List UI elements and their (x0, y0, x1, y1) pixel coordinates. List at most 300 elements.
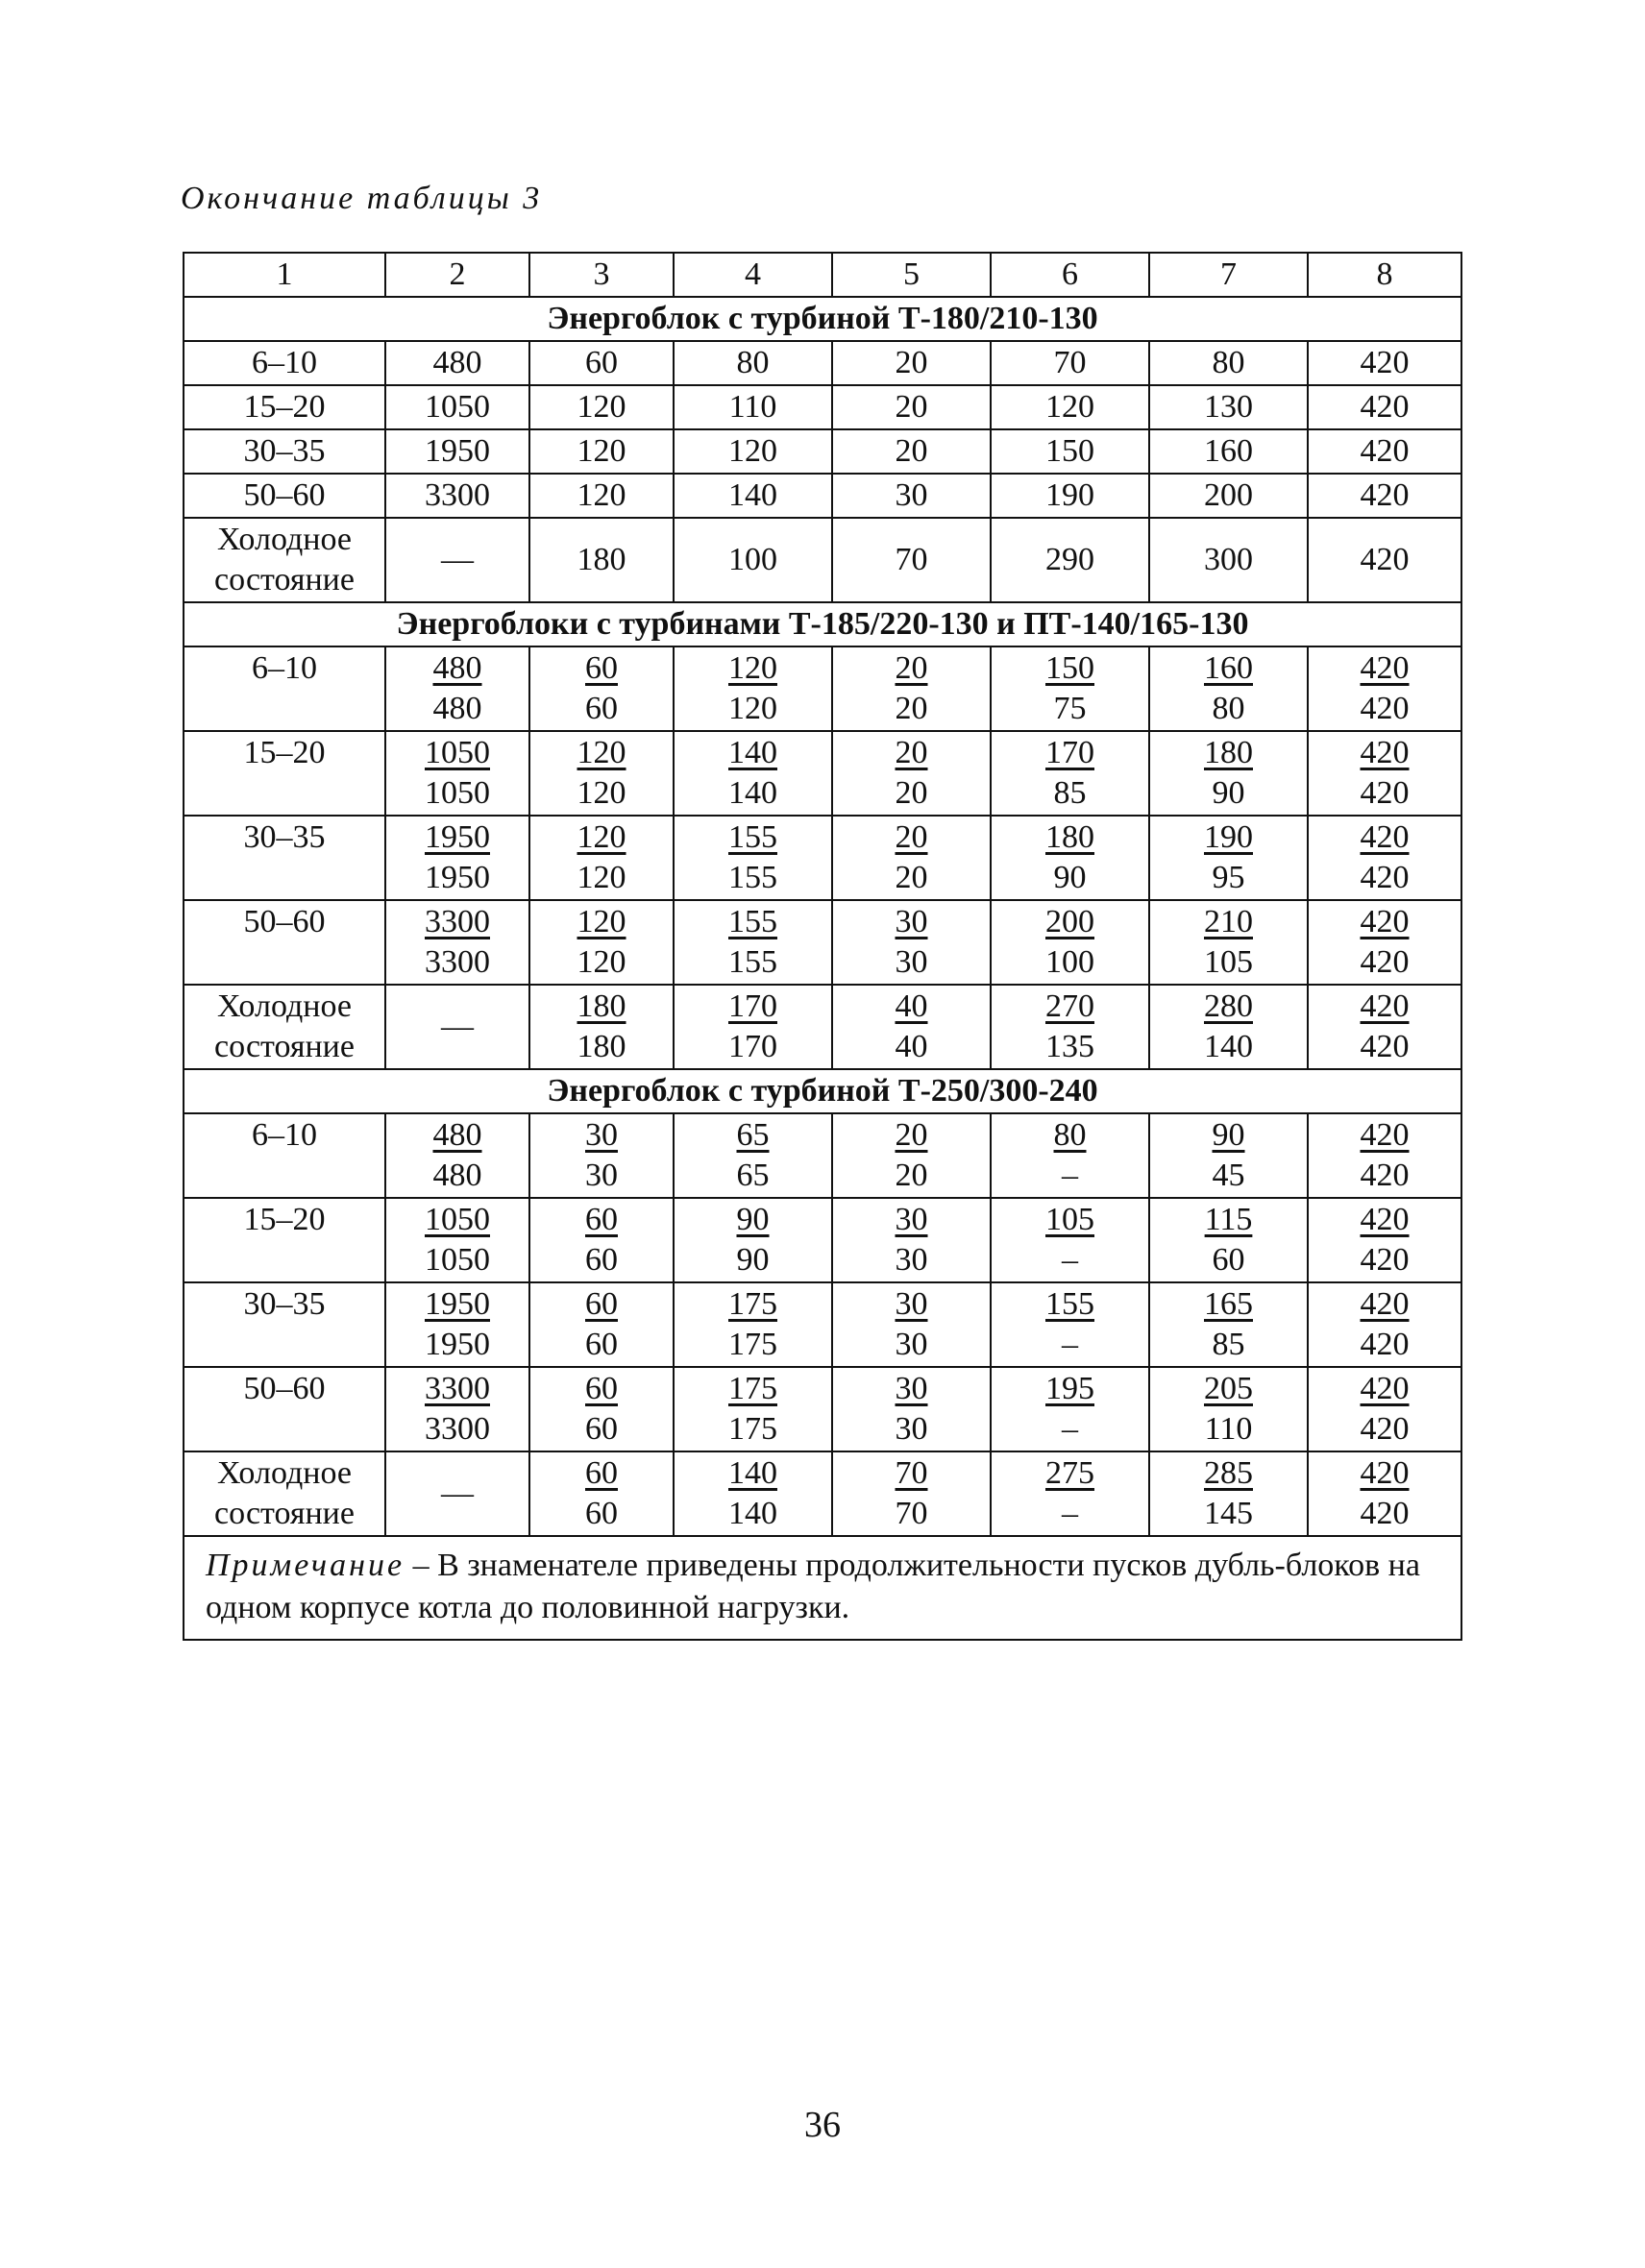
fraction-value (425, 817, 490, 898)
table-cell (1308, 1451, 1461, 1536)
section-row (184, 297, 1461, 341)
table-cell: 420 (1308, 429, 1461, 474)
numerator: 155 (1045, 1286, 1094, 1322)
numerator: 420 (1360, 735, 1410, 770)
table-cell (991, 1367, 1149, 1451)
numerator: 20 (895, 735, 928, 770)
table-cell (991, 1282, 1149, 1367)
numerator: 20 (895, 819, 928, 855)
numerator: 105 (1045, 1202, 1094, 1237)
table-cell (674, 1113, 832, 1198)
fraction-value (728, 1453, 777, 1534)
note-cell (184, 1536, 1461, 1640)
numerator: 60 (585, 1202, 618, 1237)
fraction-value (425, 733, 490, 814)
numerator: 180 (1045, 819, 1094, 855)
numerator: 20 (895, 650, 928, 686)
table-cell (674, 1198, 832, 1282)
denominator: 120 (728, 691, 777, 726)
table-cell (529, 1113, 674, 1198)
fraction-value (1045, 648, 1094, 729)
numerator: 420 (1360, 1455, 1410, 1491)
denominator: – (1062, 1496, 1078, 1531)
numerator: 60 (585, 1286, 618, 1322)
denominator: 480 (432, 691, 482, 726)
denominator: 20 (895, 860, 928, 895)
denominator: 110 (1204, 1411, 1253, 1447)
column-header: 8 (1308, 253, 1461, 297)
fraction-value (1204, 733, 1253, 814)
denominator: 60 (585, 1411, 618, 1447)
denominator: 145 (1204, 1496, 1253, 1531)
denominator: 95 (1212, 860, 1245, 895)
row-label: 30–35 (184, 429, 385, 474)
fraction-value (896, 817, 928, 898)
denominator: 60 (585, 691, 618, 726)
table-cell (529, 900, 674, 985)
denominator: 65 (736, 1158, 770, 1193)
denominator: 420 (1360, 691, 1410, 726)
denominator: 30 (895, 1327, 928, 1362)
denominator: 420 (1360, 1496, 1410, 1531)
table-row (184, 1367, 1461, 1451)
fraction-value (577, 733, 626, 814)
table-cell: 120 (529, 385, 674, 429)
fraction-value (1361, 1200, 1410, 1280)
fraction-value (585, 648, 618, 729)
table-cell (529, 731, 674, 816)
fraction-value (728, 987, 777, 1067)
numerator: 120 (728, 650, 777, 686)
table-row (184, 816, 1461, 900)
table-cell: 300 (1149, 518, 1308, 602)
table-cell (674, 731, 832, 816)
fraction-value (1045, 1284, 1094, 1365)
numerator: 275 (1045, 1455, 1094, 1491)
fraction-value (728, 1284, 777, 1365)
table-cell (529, 1198, 674, 1282)
numerator: 155 (728, 904, 777, 939)
table-cell (674, 900, 832, 985)
denominator: 175 (728, 1327, 777, 1362)
table-cell: 190 (991, 474, 1149, 518)
numerator: 175 (728, 1286, 777, 1322)
row-label: 6–10 (184, 1113, 385, 1198)
table-cell: 120 (529, 429, 674, 474)
table-cell: 120 (991, 385, 1149, 429)
table-cell (991, 816, 1149, 900)
table-cell (832, 1198, 991, 1282)
numerator: 140 (728, 735, 777, 770)
fraction-value (1204, 987, 1253, 1067)
denominator: 420 (1360, 1029, 1410, 1064)
fraction-value (1045, 817, 1094, 898)
table-cell (832, 731, 991, 816)
fraction-value (433, 1115, 482, 1196)
table-cell: 480 (385, 341, 529, 385)
numerator: 270 (1045, 988, 1094, 1024)
table-row (184, 474, 1461, 518)
table-cell: 80 (674, 341, 832, 385)
denominator: 20 (895, 775, 928, 811)
numerator: 280 (1204, 988, 1253, 1024)
fraction-value (1204, 817, 1253, 898)
denominator: 60 (585, 1496, 618, 1531)
numerator: 155 (728, 819, 777, 855)
fraction-value (425, 902, 490, 983)
numerator: 120 (577, 735, 626, 770)
table-cell: 20 (832, 429, 991, 474)
table-row (184, 900, 1461, 985)
fraction-value (737, 1200, 770, 1280)
numerator: 420 (1360, 1371, 1410, 1406)
numerator: 480 (432, 1117, 482, 1153)
table-cell (1149, 900, 1308, 985)
table-row (184, 646, 1461, 731)
fraction-value (728, 1369, 777, 1450)
fraction-value (1045, 987, 1094, 1067)
table-cell (832, 1451, 991, 1536)
table-cell (385, 1113, 529, 1198)
table-cell (1149, 1451, 1308, 1536)
denominator: 420 (1360, 1158, 1410, 1193)
table-cell: 200 (1149, 474, 1308, 518)
denominator: 1950 (425, 860, 490, 895)
denominator: 120 (577, 860, 626, 895)
fraction-value (728, 648, 777, 729)
denominator: 420 (1360, 860, 1410, 895)
table-cell (991, 985, 1149, 1069)
table-cell (991, 1198, 1149, 1282)
denominator: 3300 (425, 944, 490, 980)
table-cell (529, 646, 674, 731)
denominator: 60 (1212, 1242, 1245, 1278)
numerator: 420 (1360, 650, 1410, 686)
column-header: 2 (385, 253, 529, 297)
section-row (184, 602, 1461, 646)
table-cell (385, 900, 529, 985)
fraction-value (896, 1284, 928, 1365)
table-cell (1149, 646, 1308, 731)
denominator: 100 (1045, 944, 1094, 980)
table-cell (385, 1367, 529, 1451)
denominator: 155 (728, 860, 777, 895)
numerator: 420 (1360, 988, 1410, 1024)
table-row (184, 1451, 1461, 1536)
denominator: 140 (1204, 1029, 1253, 1064)
row-label: 15–20 (184, 385, 385, 429)
fraction-value (728, 733, 777, 814)
row-label: Холодное состояние (184, 985, 385, 1069)
numerator: 80 (1053, 1117, 1087, 1153)
denominator: 20 (895, 691, 928, 726)
fraction-value (1204, 902, 1253, 983)
table-cell: 420 (1308, 474, 1461, 518)
denominator: 135 (1045, 1029, 1094, 1064)
numerator: 60 (585, 1455, 618, 1491)
numerator: 420 (1360, 819, 1410, 855)
numerator: 205 (1204, 1371, 1253, 1406)
denominator: 155 (728, 944, 777, 980)
numerator: 210 (1204, 904, 1253, 939)
table-row (184, 731, 1461, 816)
table-cell (674, 646, 832, 731)
denominator: 90 (1212, 775, 1245, 811)
numerator: 3300 (425, 904, 490, 939)
numerator: 65 (736, 1117, 770, 1153)
table-cell (529, 1451, 674, 1536)
numerator: 1950 (425, 1286, 490, 1322)
table-cell (1149, 731, 1308, 816)
denominator: 60 (585, 1242, 618, 1278)
denominator: – (1062, 1327, 1078, 1362)
denominator: 40 (895, 1029, 928, 1064)
denominator: 3300 (425, 1411, 490, 1447)
table-cell (1308, 816, 1461, 900)
table-cell (385, 1198, 529, 1282)
table-cell: 420 (1308, 385, 1461, 429)
table-cell (1308, 1282, 1461, 1367)
numerator: 180 (1204, 735, 1253, 770)
numerator: 170 (728, 988, 777, 1024)
fraction-value (425, 1284, 490, 1365)
denominator: – (1062, 1158, 1078, 1193)
fraction-value (1361, 1369, 1410, 1450)
table-cell: 70 (991, 341, 1149, 385)
denominator: 60 (585, 1327, 618, 1362)
table-cell (832, 985, 991, 1069)
numerator: 160 (1204, 650, 1253, 686)
denominator: 85 (1212, 1327, 1245, 1362)
fraction-value (1204, 1369, 1253, 1450)
table-cell (1308, 900, 1461, 985)
table-cell (674, 1451, 832, 1536)
numerator: 195 (1045, 1371, 1094, 1406)
numerator: 285 (1204, 1455, 1253, 1491)
section-row (184, 1069, 1461, 1113)
numerator: 120 (577, 819, 626, 855)
denominator: 1050 (425, 775, 490, 811)
row-label: Холодное состояние (184, 518, 385, 602)
numerator: 140 (728, 1455, 777, 1491)
denominator: 420 (1360, 944, 1410, 980)
table-cell: 130 (1149, 385, 1308, 429)
denominator: 30 (895, 1411, 928, 1447)
column-header: 5 (832, 253, 991, 297)
denominator: 480 (432, 1158, 482, 1193)
row-label: 50–60 (184, 474, 385, 518)
fraction-value (1204, 1453, 1253, 1534)
table-row (184, 985, 1461, 1069)
note-row (184, 1536, 1461, 1640)
table-cell (991, 900, 1149, 985)
table-row (184, 341, 1461, 385)
denominator: 140 (728, 1496, 777, 1531)
fraction-value (1213, 1115, 1245, 1196)
numerator: 1950 (425, 819, 490, 855)
numerator: 70 (895, 1455, 928, 1491)
numerator: 40 (895, 988, 928, 1024)
table-cell (832, 1113, 991, 1198)
numerator: 115 (1204, 1202, 1253, 1237)
denominator: 420 (1360, 775, 1410, 811)
row-label: 30–35 (184, 1282, 385, 1367)
denominator: 170 (728, 1029, 777, 1064)
table-row (184, 1198, 1461, 1282)
table-cell: 140 (674, 474, 832, 518)
table-cell (832, 816, 991, 900)
denominator: – (1062, 1411, 1078, 1447)
denominator: 20 (895, 1158, 928, 1193)
table-row (184, 429, 1461, 474)
fraction-value (1054, 1115, 1087, 1196)
table-cell: — (385, 518, 529, 602)
table-cell: — (385, 1451, 529, 1536)
table-cell: 290 (991, 518, 1149, 602)
fraction-value (585, 1200, 618, 1280)
table-row (184, 1113, 1461, 1198)
fraction-value (425, 1200, 490, 1280)
fraction-value (1361, 1453, 1410, 1534)
fraction-value (1361, 902, 1410, 983)
table-cell (832, 900, 991, 985)
fraction-value (1045, 902, 1094, 983)
denominator: – (1062, 1242, 1078, 1278)
table-cell (832, 1367, 991, 1451)
numerator: 190 (1204, 819, 1253, 855)
table-cell (1308, 646, 1461, 731)
fraction-value (896, 1369, 928, 1450)
column-header: 3 (529, 253, 674, 297)
denominator: 80 (1212, 691, 1245, 726)
fraction-value (577, 987, 626, 1067)
numerator: 1050 (425, 735, 490, 770)
table-cell: 120 (529, 474, 674, 518)
fraction-value (896, 648, 928, 729)
numerator: 90 (1212, 1117, 1245, 1153)
table-cell: 110 (674, 385, 832, 429)
table-cell: 20 (832, 341, 991, 385)
table-cell (1308, 1113, 1461, 1198)
table-cell (1308, 1367, 1461, 1451)
table-cell (991, 1451, 1149, 1536)
row-label: 15–20 (184, 1198, 385, 1282)
section-title: Энергоблок с турбиной Т-250/300-240 (184, 1069, 1461, 1113)
fraction-value (737, 1115, 770, 1196)
numerator: 175 (728, 1371, 777, 1406)
table-cell: 150 (991, 429, 1149, 474)
numerator: 30 (585, 1117, 618, 1153)
table-caption: Окончание таблицы 3 (181, 181, 543, 216)
fraction-value (585, 1115, 618, 1196)
numerator: 480 (432, 650, 482, 686)
table-cell (991, 646, 1149, 731)
fraction-value (728, 817, 777, 898)
fraction-value (577, 817, 626, 898)
table-cell: 100 (674, 518, 832, 602)
table-cell (991, 731, 1149, 816)
fraction-value (1361, 817, 1410, 898)
table-cell (1149, 1367, 1308, 1451)
fraction-value (896, 1200, 928, 1280)
table-cell (385, 1282, 529, 1367)
table-cell: 30 (832, 474, 991, 518)
table-cell (674, 1367, 832, 1451)
table-cell: 420 (1308, 518, 1461, 602)
fraction-value (896, 733, 928, 814)
table-cell (1149, 816, 1308, 900)
row-label: 6–10 (184, 646, 385, 731)
row-label: 15–20 (184, 731, 385, 816)
denominator: 70 (895, 1496, 928, 1531)
table-cell: 80 (1149, 341, 1308, 385)
table-cell (1308, 985, 1461, 1069)
table-cell: — (385, 985, 529, 1069)
fraction-value (1361, 1115, 1410, 1196)
fraction-value (1204, 648, 1253, 729)
numerator: 30 (895, 1286, 928, 1322)
numerator: 120 (577, 904, 626, 939)
denominator: 75 (1053, 691, 1087, 726)
denominator: 90 (1053, 860, 1087, 895)
numerator: 30 (895, 1371, 928, 1406)
denominator: 120 (577, 775, 626, 811)
fraction-value (1361, 987, 1410, 1067)
table-row (184, 385, 1461, 429)
numerator: 180 (577, 988, 626, 1024)
fraction-value (585, 1453, 618, 1534)
fraction-value (1045, 1200, 1094, 1280)
fraction-value (896, 1453, 928, 1534)
row-label: Холодное состояние (184, 1451, 385, 1536)
fraction-value (1045, 1369, 1094, 1450)
row-label: 50–60 (184, 1367, 385, 1451)
denominator: 1050 (425, 1242, 490, 1278)
table-cell (674, 816, 832, 900)
denominator: 105 (1204, 944, 1253, 980)
table-cell: 3300 (385, 474, 529, 518)
denominator: 45 (1212, 1158, 1245, 1193)
numerator: 60 (585, 650, 618, 686)
table-cell (529, 985, 674, 1069)
table-cell (1149, 985, 1308, 1069)
denominator: 90 (736, 1242, 770, 1278)
table-body (184, 253, 1461, 1640)
table-cell (385, 816, 529, 900)
table-cell (1149, 1282, 1308, 1367)
table-cell: 20 (832, 385, 991, 429)
denominator: 30 (895, 1242, 928, 1278)
header-row (184, 253, 1461, 297)
numerator: 150 (1045, 650, 1094, 686)
denominator: 85 (1053, 775, 1087, 811)
note-text: – В знаменателе приведены продолжительности пусков дубль-блоков на одном корпусе котла до половинной нагрузки. (206, 1548, 1420, 1625)
table-cell (529, 1367, 674, 1451)
fraction-value (1361, 733, 1410, 814)
table-cell: 1050 (385, 385, 529, 429)
table-cell (674, 985, 832, 1069)
table-row (184, 518, 1461, 602)
column-header: 6 (991, 253, 1149, 297)
fraction-value (896, 902, 928, 983)
column-header: 7 (1149, 253, 1308, 297)
table-cell: 1950 (385, 429, 529, 474)
fraction-value (585, 1369, 618, 1450)
table-cell (529, 816, 674, 900)
numerator: 420 (1360, 904, 1410, 939)
fraction-value (728, 902, 777, 983)
numerator: 420 (1360, 1117, 1410, 1153)
